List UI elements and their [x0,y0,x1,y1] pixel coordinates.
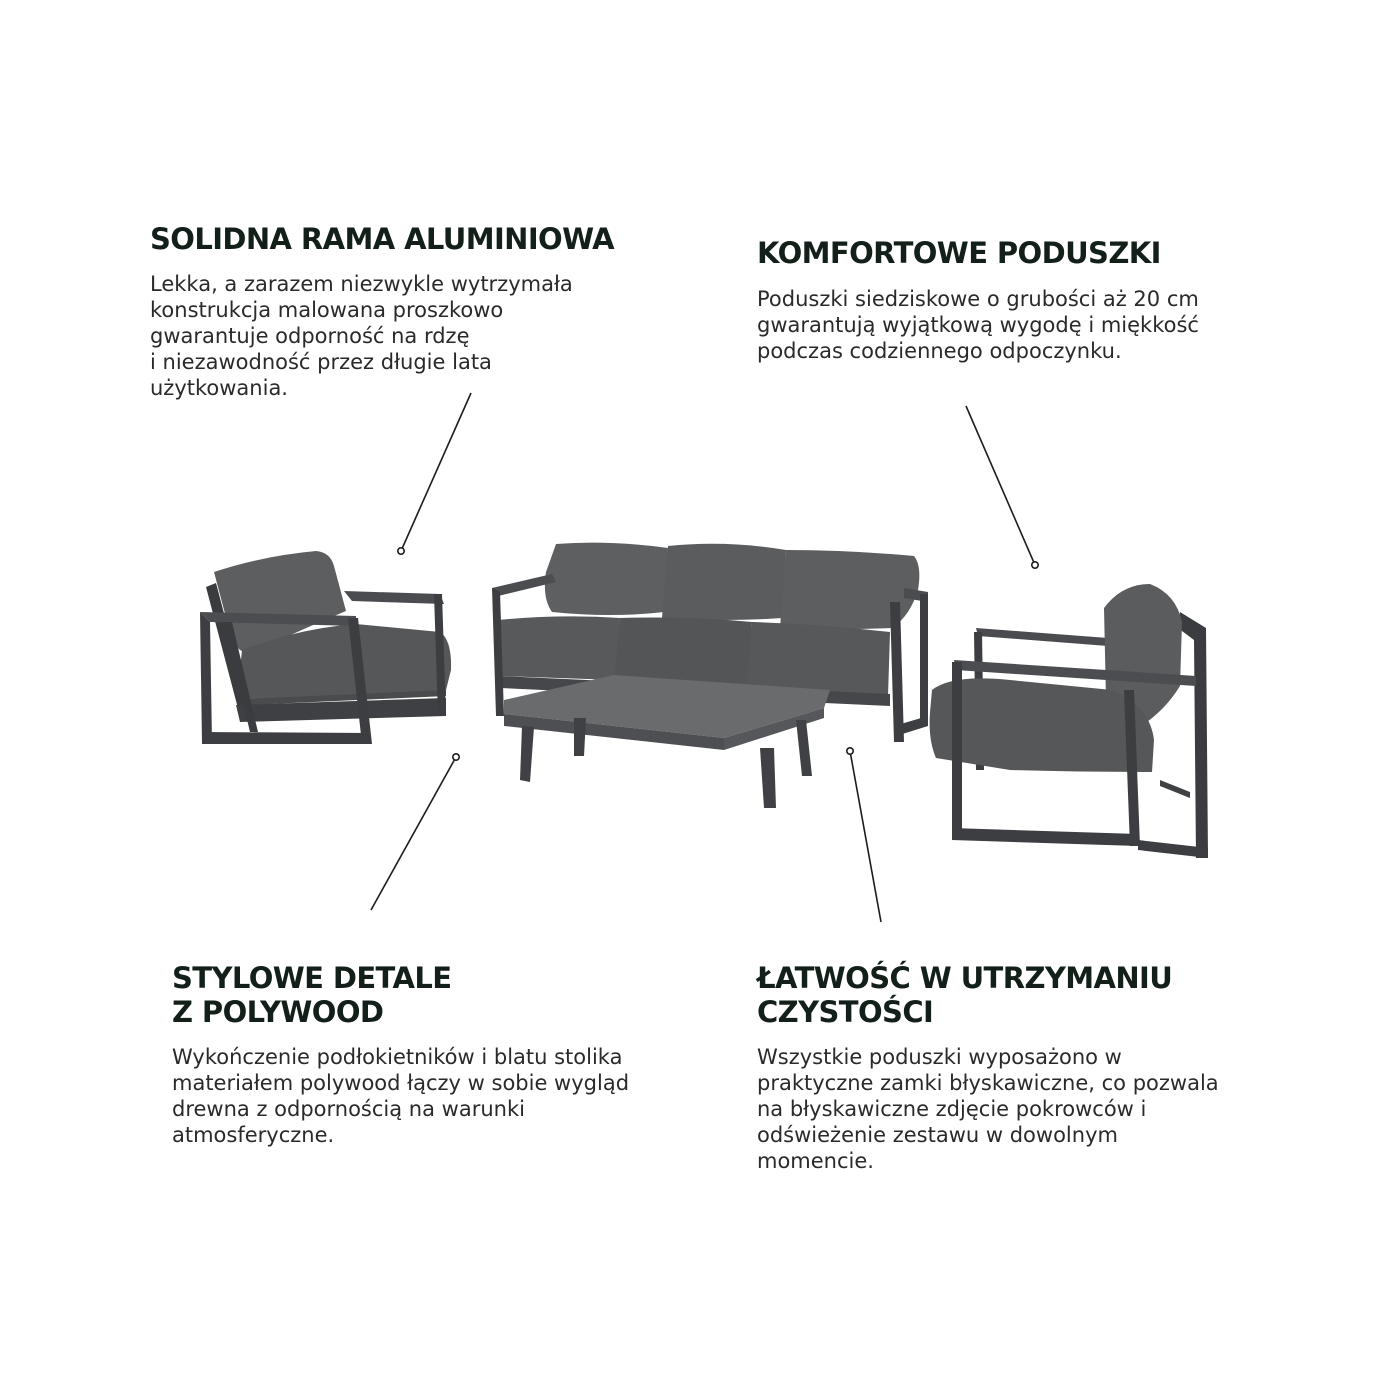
callout-line-cleaning [850,751,881,922]
feature-frame-text: Lekka, a zarazem niezwykle wytrzymała konstrukcja malowana proszkowo gwarantuje odporność na rdzę i niezawodność przez długie lata użytkowania. [150,272,573,400]
feature-cushions [757,236,1317,364]
callout-dot-frame [398,548,404,554]
feature-details [172,961,732,1148]
feature-cleaning-title: ŁATWOŚĆ W UTRZYMANIU CZYSTOŚCI [757,961,1173,1029]
coffee-table [504,675,830,808]
left-armchair [200,551,451,744]
feature-cleaning [757,961,1337,1174]
feature-frame-title: SOLIDNA RAMA ALUMINIOWA [150,222,614,256]
callout-line-cushions [966,406,1035,565]
callout-dot-details [453,754,459,760]
right-armchair [930,584,1208,858]
callout-dot-cushions [1032,562,1038,568]
callout-line-frame [401,393,471,551]
callout-line-details [371,757,456,910]
feature-details-text: Wykończenie podłokietników i blatu stolika materiałem polywood łączy w sobie wygląd drewna z odpornością na warunki atmosferyczne. [172,1045,630,1147]
callout-dot-cleaning [847,748,853,754]
feature-cushions-text: Poduszki siedziskowe o grubości aż 20 cm gwarantują wyjątkową wygodę i miękkość podczas codziennego odpoczynku. [757,287,1199,363]
feature-frame [150,222,670,401]
feature-cushions-title: KOMFORTOWE PODUSZKI [757,236,1161,270]
feature-cleaning-text: Wszystkie poduszki wyposażono w praktyczne zamki błyskawiczne, co pozwala na błyskawiczne zdjęcie pokrowców i odświeżenie zestawu w dowolnym momencie. [757,1045,1219,1173]
feature-details-title: STYLOWE DETALE Z POLYWOOD [172,961,452,1029]
